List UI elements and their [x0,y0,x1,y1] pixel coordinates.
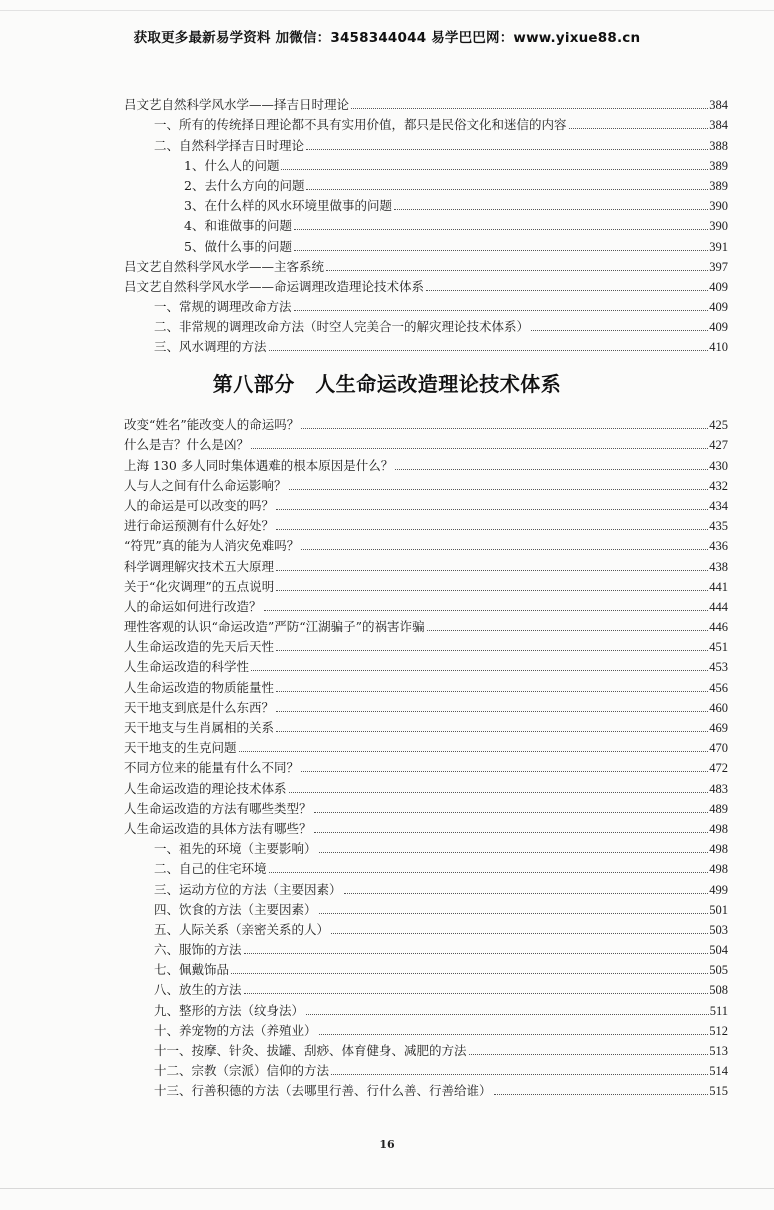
toc-entry-page: 388 [709,138,728,153]
toc-entry-title: 吕文艺自然科学风水学——命运调理改造理论技术体系 [124,278,425,294]
dot-leader [276,529,708,530]
toc-entry [124,133,728,153]
toc-entry-page: 384 [709,118,728,133]
toc-entry [124,998,728,1018]
toc-entry [124,93,728,113]
toc-entry [124,275,728,295]
dot-leader [306,189,708,190]
toc-entry-title: 人生命运改造的科学性 [124,659,250,675]
toc-entry [124,655,728,675]
toc-entry-page: 501 [709,902,728,917]
toc-entry-page: 390 [709,219,728,234]
dot-leader [395,469,708,470]
dot-leader [531,330,708,331]
dot-leader [319,1034,709,1035]
dot-leader [314,832,709,833]
toc-entry-page: 515 [709,1084,728,1099]
toc-entry [124,958,728,978]
dot-leader [314,812,709,813]
dot-leader [289,489,709,490]
toc-entry-title: 天干地支与生肖属相的关系 [124,720,275,735]
dot-leader [294,229,708,230]
dot-leader [276,711,708,712]
toc-entry-title: 人生命运改造的方法有哪些类型？ [124,800,312,816]
dot-leader [426,290,708,291]
toc-entry-page: 451 [709,640,728,655]
toc-entry-page: 499 [709,882,728,897]
toc-entry-page: 498 [709,821,728,836]
toc-entry-page: 409 [709,279,728,294]
toc-entry [124,938,728,958]
toc-part2 [124,413,728,1099]
toc-entry-page: 444 [709,599,728,614]
toc-entry [124,595,728,615]
toc-entry [124,514,728,534]
toc-entry-page: 511 [709,1003,728,1018]
toc-entry [124,615,728,635]
toc-entry-title: 理性客观的认识“命运改造”严防“江湖骗子”的祸害诈骗 [124,619,425,635]
toc-entry-title: 天干地支的生克问题 [124,740,237,756]
dot-leader [301,549,708,550]
toc-entry-title: 人生命运改造的理论技术体系 [124,780,287,796]
toc-entry-page: 409 [709,300,728,315]
dot-leader [319,852,709,853]
dot-leader [469,1054,709,1055]
toc-entry [124,797,728,817]
toc-entry [124,494,728,514]
toc-entry-title: 不同方位来的能量有什么不同？ [124,760,300,776]
toc-entry [124,898,728,918]
toc-entry [124,194,728,214]
toc-entry-title: 六、服饰的方法 [154,942,242,958]
toc-entry-title: 改变“姓名”能改变人的命运吗？ [124,417,300,433]
page-header: 获取更多最新易学资料 加微信：3458344044 易学巴巴网：www.yixue88.cn [133,30,641,46]
toc-entry-page: 427 [709,438,728,453]
bottom-divider [0,1188,774,1189]
toc-entry [124,1039,728,1059]
toc-entry-title: 1、什么人的问题 [184,157,280,173]
toc-entry-title: 人的命运是可以改变的吗？ [124,497,275,513]
toc-entry-title: 5、做什么事的问题 [184,238,292,254]
dot-leader [276,650,708,651]
toc-entry-title: 天干地支到底是什么东西？ [124,699,275,715]
toc-entry-title: 人生命运改造的先天后天性 [124,639,275,655]
toc-entry-page: 389 [709,158,728,173]
toc-entry [124,675,728,695]
toc-entry [124,315,728,335]
dot-leader [276,509,708,510]
toc-entry-page: 436 [709,539,728,554]
toc-entry-title: 一、祖先的环境（主要影响） [154,841,317,857]
dot-leader [394,209,708,210]
toc-entry-page: 391 [709,239,728,254]
toc-entry-title: 关于“化灾调理”的五点说明 [124,578,275,594]
toc-entry-title: 4、和谁做事的问题 [184,218,292,234]
toc-entry [124,453,728,473]
toc-entry [124,234,728,254]
toc-entry-title: 七、佩戴饰品 [154,962,230,978]
toc-entry-title: 十、养宠物的方法（养殖业） [154,1022,317,1038]
toc-entry-title: 吕文艺自然科学风水学——主客系统 [124,258,325,274]
toc-entry-page: 410 [709,340,728,355]
toc-entry-page: 425 [709,418,728,433]
toc-entry-page: 438 [709,559,728,574]
toc-entry-page: 503 [709,922,728,937]
toc-entry-page: 498 [709,842,728,857]
toc-entry-page: 460 [709,700,728,715]
toc-entry-title: 八、放生的方法 [154,982,242,998]
dot-leader [294,250,708,251]
toc-entry [124,918,728,938]
toc-entry-title: 三、运动方位的方法（主要因素） [154,881,342,897]
toc-entry-title: 二、自己的住宅环境 [154,861,267,877]
toc-entry-title: 3、在什么样的风水环境里做事的问题 [184,198,392,214]
toc-entry-page: 498 [709,862,728,877]
toc-entry-title: 进行命运预测有什么好处？ [124,518,275,534]
toc-entry-page: 505 [709,963,728,978]
toc-entry-title: 二、自然科学择吉日时理论 [154,137,305,153]
toc-entry [124,335,728,355]
toc-entry [124,534,728,554]
toc-entry-page: 514 [709,1064,728,1079]
toc-entry-page: 435 [709,519,728,534]
toc-entry [124,635,728,655]
dot-leader [276,590,708,591]
dot-leader [244,993,709,994]
toc-entry-page: 472 [709,761,728,776]
toc-entry [124,214,728,234]
toc-entry [124,575,728,595]
dot-leader [269,350,709,351]
toc-entry-page: 483 [709,781,728,796]
toc-entry [124,736,728,756]
toc-entry [124,154,728,174]
toc-entry-title: 人生命运改造的具体方法有哪些？ [124,820,312,836]
toc-entry-page: 389 [709,178,728,193]
toc-entry-page: 397 [709,259,728,274]
toc-entry [124,756,728,776]
toc-entry [124,433,728,453]
toc-entry-title: “符咒”真的能为人消灾免难吗？ [124,538,300,554]
dot-leader [281,169,708,170]
toc-entry-page: 453 [709,660,728,675]
dot-leader [351,108,708,109]
dot-leader [276,570,708,571]
dot-leader [569,128,709,129]
toc-entry-title: 人与人之间有什么命运影响？ [124,477,287,493]
top-divider [0,10,774,11]
toc-entry-page: 489 [709,801,728,816]
toc-entry [124,837,728,857]
toc-entry [124,857,728,877]
toc-entry-title: 十三、行善积德的方法（去哪里行善、行什么善、行善给谁） [154,1083,492,1099]
toc-entry-title: 二、非常规的调理改命方法（时空人完美合一的解灾理论技术体系） [154,319,530,335]
toc-entry [124,1059,728,1079]
dot-leader [331,1074,708,1075]
toc-entry-title: 上海 130 多人同时集体遇难的根本原因是什么？ [124,457,394,473]
toc-entry-page: 469 [709,721,728,735]
toc-entry-page: 409 [709,320,728,335]
toc-entry [124,716,728,736]
dot-leader [251,670,708,671]
toc-entry-title: 四、饮食的方法（主要因素） [154,901,317,917]
dot-leader [251,448,708,449]
toc-entry-page: 384 [709,98,728,113]
toc-entry-page: 470 [709,741,728,756]
toc-entry [124,295,728,315]
toc-entry-page: 434 [709,498,728,513]
toc-entry [124,174,728,194]
toc-entry-title: 十一、按摩、针灸、拔罐、刮痧、体育健身、减肥的方法 [154,1043,467,1058]
dot-leader [289,792,709,793]
section-title: 第八部分 人生命运改造理论技术体系 [212,372,562,396]
dot-leader [301,771,708,772]
dot-leader [264,610,709,611]
toc-entry-page: 504 [709,943,728,958]
dot-leader [331,933,708,934]
toc-entry-page: 432 [709,478,728,493]
dot-leader [231,973,708,974]
toc-entry [124,817,728,837]
toc-entry-page: 513 [709,1044,728,1058]
toc-entry-page: 456 [709,680,728,695]
toc-entry [124,255,728,275]
toc-entry-title: 一、所有的传统择日理论都不具有实用价值，都只是民俗文化和迷信的内容 [154,117,567,133]
toc-entry-title: 三、风水调理的方法 [154,339,267,355]
toc-entry-title: 十二、宗教（宗派）信仰的方法 [154,1063,330,1079]
toc-entry [124,554,728,574]
toc-entry-page: 390 [709,199,728,214]
dot-leader [427,630,709,631]
dot-leader [319,913,709,914]
toc-entry [124,1019,728,1039]
toc-entry-title: 人生命运改造的物质能量性 [124,679,275,695]
dot-leader [306,1014,709,1015]
toc-entry [124,696,728,716]
toc-entry-title: 一、常规的调理改命方法 [154,299,292,315]
toc-entry-title: 2、去什么方向的问题 [184,177,305,193]
dot-leader [306,149,708,150]
dot-leader [239,751,709,752]
toc-entry-page: 430 [709,458,728,473]
toc-entry [124,978,728,998]
dot-leader [301,428,708,429]
toc-entry [124,113,728,133]
toc-entry-title: 人的命运如何进行改造？ [124,598,262,614]
toc-entry-page: 512 [709,1023,728,1038]
toc-entry-title: 什么是吉？什么是凶？ [124,437,250,453]
toc-entry [124,776,728,796]
dot-leader [294,310,709,311]
toc-entry-title: 吕文艺自然科学风水学——择吉日时理论 [124,97,350,113]
toc-entry-title: 科学调理解灾技术五大原理 [124,558,275,574]
dot-leader [276,691,708,692]
page-number: 16 [379,1138,395,1151]
toc-entry [124,413,728,433]
toc-entry-title: 五、人际关系（亲密关系的人） [154,921,330,937]
toc-entry-page: 508 [709,983,728,998]
dot-leader [244,953,709,954]
dot-leader [344,893,709,894]
toc-entry-page: 441 [709,579,728,594]
dot-leader [276,731,708,732]
dot-leader [269,872,709,873]
toc-part1 [124,93,728,355]
toc-entry [124,877,728,897]
toc-entry-page: 446 [709,620,728,635]
toc-entry [124,474,728,494]
toc-entry [124,1079,728,1099]
dot-leader [326,270,708,271]
dot-leader [494,1094,709,1095]
toc-entry-title: 九、整形的方法（纹身法） [154,1002,305,1018]
